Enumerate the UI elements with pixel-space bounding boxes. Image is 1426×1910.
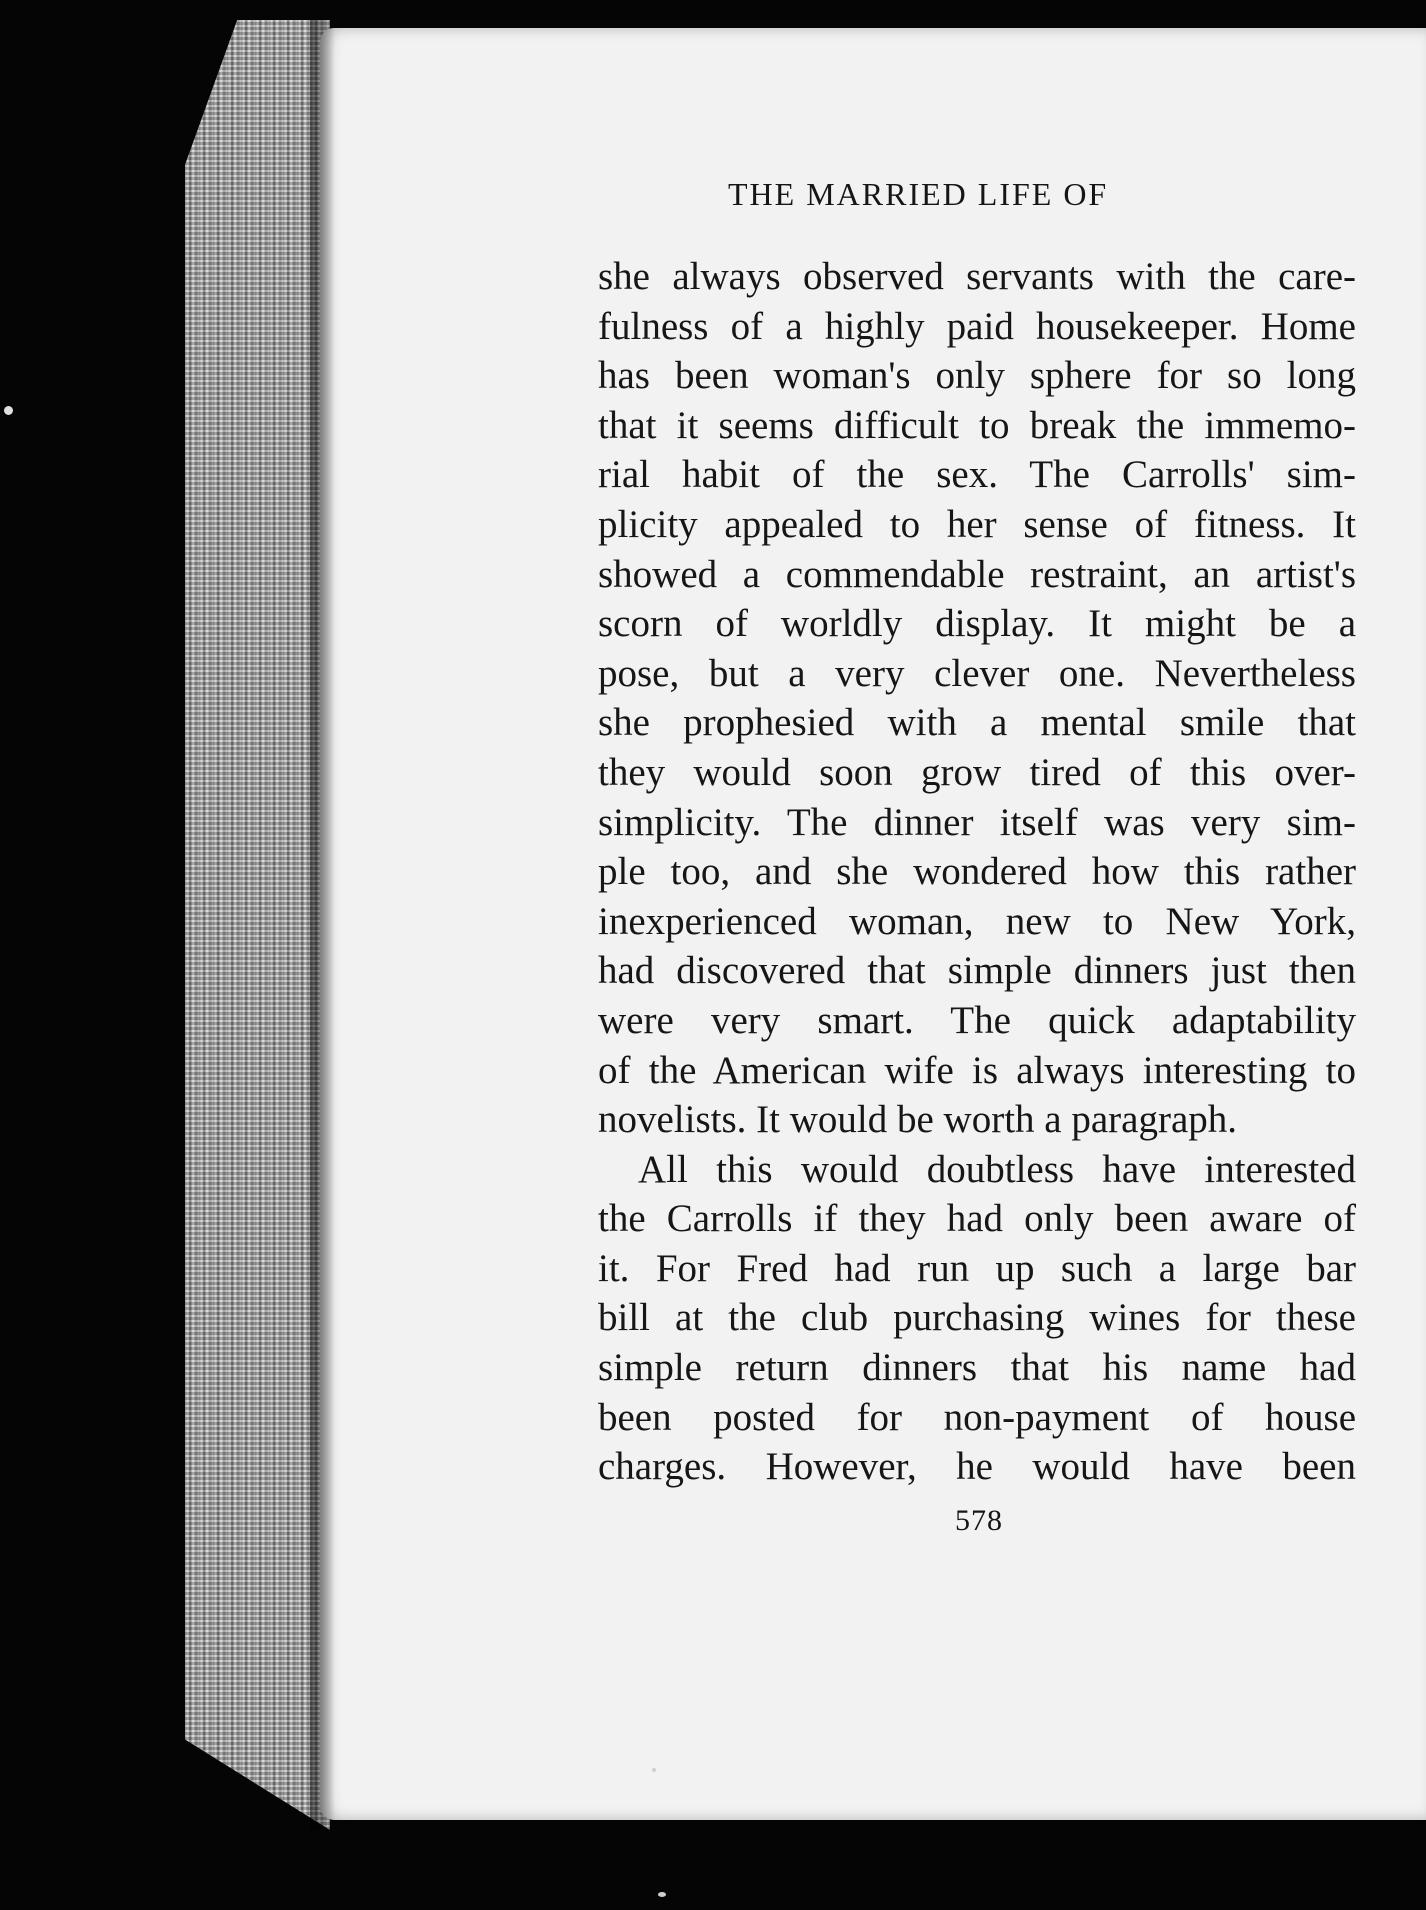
text-line: inexperienced woman, new to New York,: [598, 899, 1356, 943]
text-line: All this would doubtless have interested: [638, 1147, 1356, 1191]
text-line: she prophesied with a mental smile that: [598, 701, 1356, 745]
text-line: were very smart. The quick adaptability: [598, 998, 1356, 1042]
text-line: has been woman's only sphere for so long: [598, 354, 1356, 398]
text-line: they would soon grow tired of this over-: [598, 750, 1356, 794]
text-line: novelists. It would be worth a paragraph.: [598, 1098, 1238, 1142]
text-line: scorn of worldly display. It might be a: [598, 602, 1356, 646]
page-number: 578: [955, 1504, 1003, 1537]
text-line: pose, but a very clever one. Nevertheless: [598, 651, 1356, 695]
page-edge: [185, 20, 330, 1830]
text-line: rial habit of the sex. The Carrolls' sim-: [598, 453, 1356, 497]
text-line: had discovered that simple dinners just then: [598, 949, 1356, 993]
dust-speck: [658, 1892, 666, 1897]
dust-speck: [652, 1768, 656, 1772]
dust-speck: [4, 406, 13, 415]
text-line: showed a commendable restraint, an artist's: [598, 552, 1356, 596]
text-line: she always observed servants with the care-: [598, 255, 1356, 298]
body-text: [598, 252, 1356, 1492]
text-line: of the American wife is always interesting to: [598, 1048, 1356, 1092]
text-line: charges. However, he would have been: [598, 1445, 1356, 1489]
text-line: been posted for non-payment of house: [598, 1395, 1356, 1439]
text-line: bill at the club purchasing wines for these: [598, 1296, 1356, 1340]
text-line: ple too, and she wondered how this rather: [598, 850, 1356, 894]
text-line: the Carrolls if they had only been aware of: [598, 1197, 1356, 1241]
text-line: plicity appealed to her sense of fitness. It: [598, 502, 1356, 546]
gutter-shadow: [310, 20, 335, 1830]
text-line: it. For Fred had run up such a large bar: [598, 1246, 1356, 1290]
text-line: fulness of a highly paid housekeeper. Home: [598, 304, 1356, 348]
text-line: simple return dinners that his name had: [598, 1346, 1356, 1390]
text-line: that it seems difficult to break the immemo-: [598, 403, 1356, 447]
text-line: simplicity. The dinner itself was very sim-: [598, 800, 1356, 844]
running-head: THE MARRIED LIFE OF: [728, 176, 1109, 212]
